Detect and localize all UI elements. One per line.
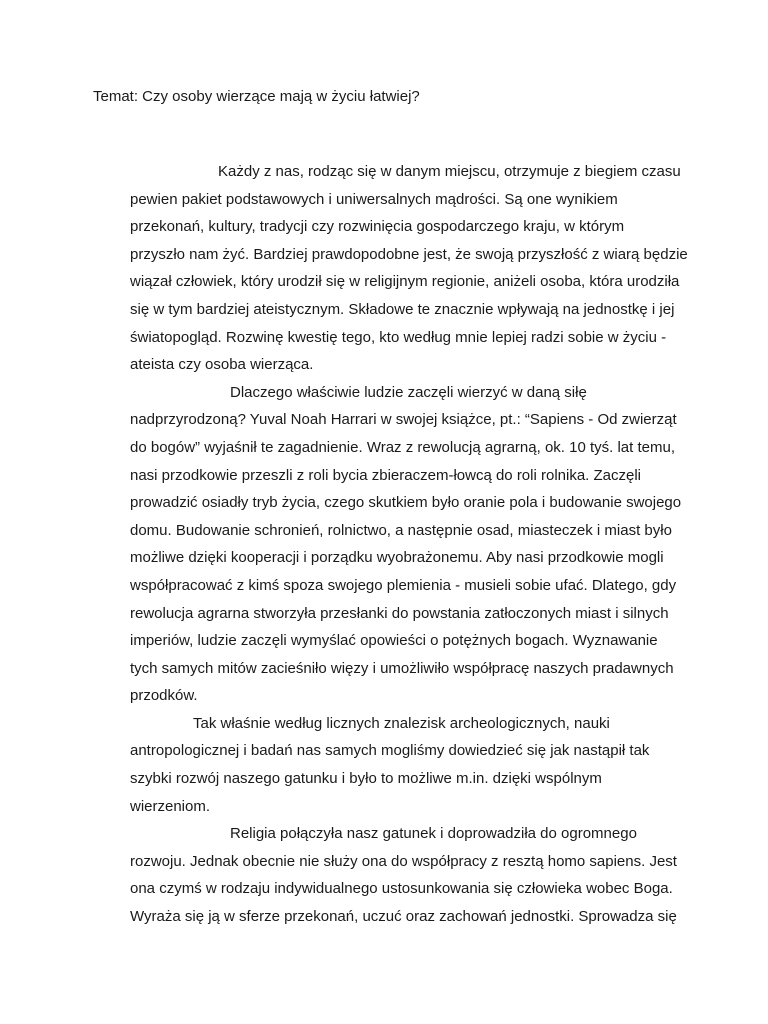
text-line: domu. Budowanie schronień, rolnictwo, a następnie osad, miasteczek i miast było <box>130 521 672 539</box>
text-line: wierzeniom. <box>130 797 211 815</box>
text-line: Każdy z nas, rodząc się w danym miejscu, otrzymuje z biegiem czasu <box>218 163 681 180</box>
document-title: Temat: Czy osoby wierzące mają w życiu łatwiej? <box>93 88 420 105</box>
text-line: prowadzić osiadły tryb życia, czego skutkiem było oranie pola i budowanie swojego <box>130 494 682 512</box>
text-line: tych samych mitów zacieśniło więzy i umożliwiło współpracę naszych pradawnych <box>130 659 674 677</box>
text-line: szybki rozwój naszego gatunku i było to możliwe m.in. dzięki wspólnym <box>130 770 602 788</box>
text-line: rewolucja agrarna stworzyła przesłanki do powstania zatłoczonych miast i silnych <box>130 604 669 622</box>
text-line: ateista czy osoba wierząca. <box>130 356 314 374</box>
text-line: Dlaczego właściwie ludzie zaczęli wierzyć w daną siłę <box>230 383 587 401</box>
text-line: światopogląd. Rozwinę kwestię tego, kto według mnie lepiej radzi sobie w życiu - <box>130 328 667 346</box>
text-line: pewien pakiet podstawowych i uniwersalnych mądrości. Są one wynikiem <box>130 190 618 208</box>
text-line: przekonań, kultury, tradycji czy rozwinięcia gospodarczego kraju, w którym <box>130 218 625 236</box>
text-line: współpracować z kimś spoza swojego plemienia - musieli sobie ufać. Dlatego, gdy <box>130 576 677 594</box>
text-line: imperiów, ludzie zaczęli wymyślać opowieści o potężnych bogach. Wyznawanie <box>130 632 658 650</box>
text-line: nasi przodkowie przeszli z roli bycia zbieraczem-łowcą do roli rolnika. Zaczęli <box>130 466 642 484</box>
text-line: rozwoju. Jednak obecnie nie służy ona do współpracy z resztą homo sapiens. Jest <box>130 852 677 870</box>
text-line: nadprzyrodzoną? Yuval Noah Harrari w swojej książce, pt.: “Sapiens - Od zwierząt <box>130 411 677 429</box>
text-line: wiązał człowiek, który urodził się w religijnym regionie, aniżeli osoba, która urodziła <box>130 273 680 291</box>
text-line: się w tym bardziej ateistycznym. Składowe te znacznie wpływają na jednostkę i jej <box>130 300 675 318</box>
text-line: przyszło nam żyć. Bardziej prawdopodobne jest, że swoją przyszłość z wiarą będzie <box>130 245 688 263</box>
text-line: Tak właśnie według licznych znalezisk archeologicznych, nauki <box>193 714 610 732</box>
text-line: możliwe dzięki kooperacji i porządku wyobrażonemu. Aby nasi przodkowie mogli <box>130 549 664 567</box>
text-line: ona czymś w rodzaju indywidualnego ustosunkowania się człowieka wobec Boga. <box>130 880 673 898</box>
document-body <box>130 158 690 931</box>
text-line: przodków. <box>130 687 198 705</box>
text-line: antropologicznej i badań nas samych mogliśmy dowiedzieć się jak nastąpił tak <box>130 742 650 760</box>
text-line: do bogów” wyjaśnił te zagadnienie. Wraz z rewolucją agrarną, ok. 10 tyś. lat temu, <box>130 438 675 456</box>
text-line: Wyraża się ją w sferze przekonań, uczuć oraz zachowań jednostki. Sprowadza się <box>130 908 677 926</box>
text-line: Religia połączyła nasz gatunek i doprowadziła do ogromnego <box>230 825 637 843</box>
